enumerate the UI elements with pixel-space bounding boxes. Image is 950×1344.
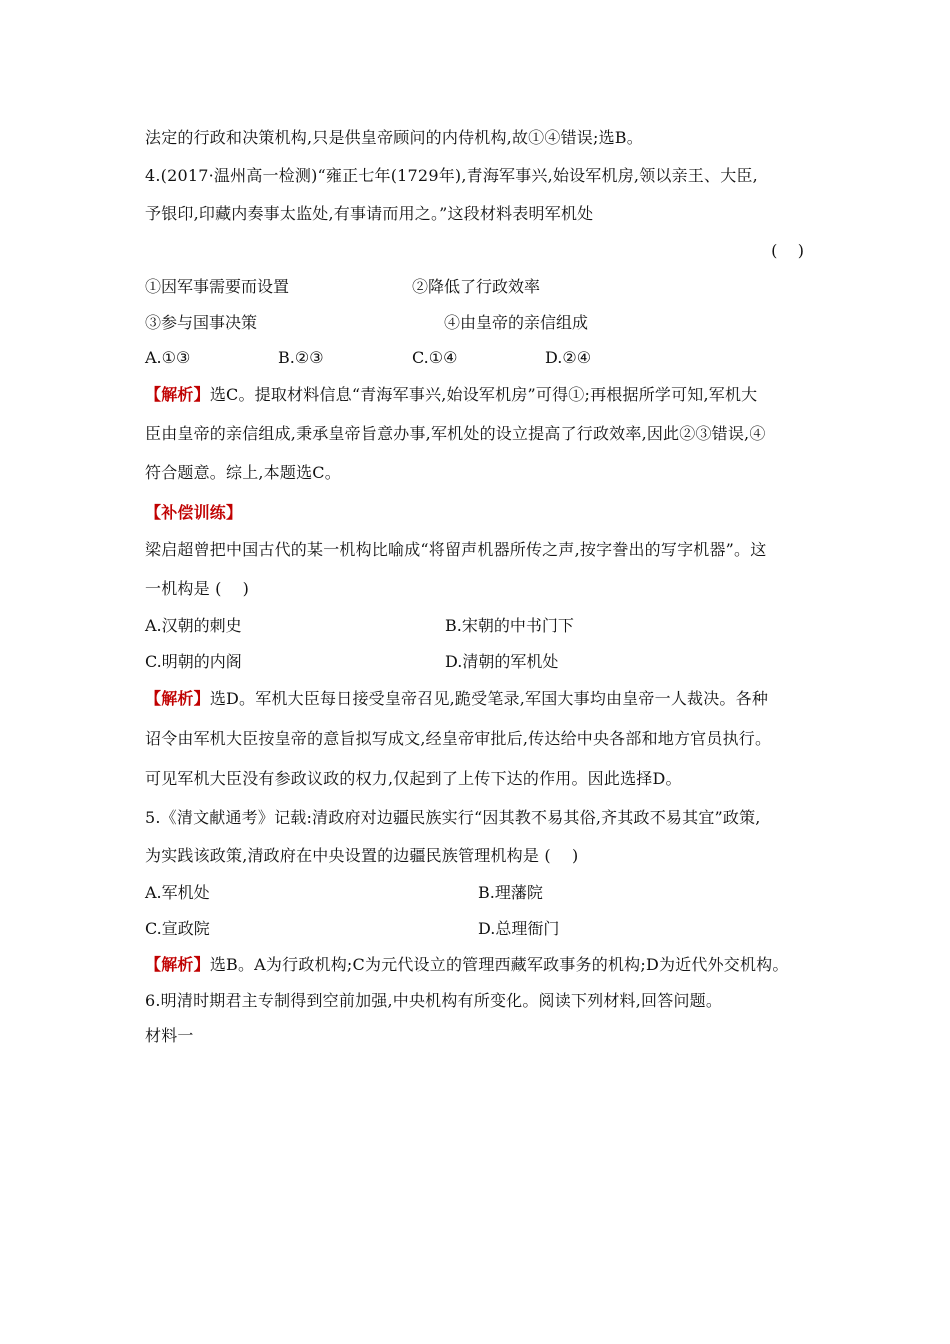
supplementary-question-line-1: 梁启超曾把中国古代的某一机构比喻成“将留声机器所传之声,按字誊出的写字机器”。这	[145, 540, 767, 559]
question-5-line-2: 为实践该政策,清政府在中央设置的边疆民族管理机构是 ( )	[145, 846, 579, 865]
question-4-option-c: C.①④	[412, 348, 458, 367]
question-4-statement-3: ③参与国事决策	[145, 313, 258, 332]
supplementary-answer-line-3: 可见军机大臣没有参政议政的权力,仅起到了上传下达的作用。因此选择D。	[145, 769, 682, 788]
answer-5-text: 选B。A为行政机构;C为元代设立的管理西藏军政事务的机构;D为近代外交机构。	[209, 955, 789, 974]
question-4-statement-1: ①因军事需要而设置	[145, 277, 290, 296]
supplementary-question-line-2: 一机构是 ( )	[145, 579, 250, 598]
answer-3-tail: 法定的行政和决策机构,只是供皇帝顾问的内侍机构,故①④错误;选B。	[145, 128, 643, 147]
answer-4-line-3: 符合题意。综上,本题选C。	[145, 463, 341, 482]
question-4-line-1: 4.(2017·温州高一检测)“雍正七年(1729年),青海军事兴,始设军机房,领以亲王、大臣,	[145, 166, 758, 185]
question-4-option-a: A.①③	[145, 348, 191, 367]
supplementary-training-tag: 【补偿训练】	[145, 503, 243, 522]
question-5-option-d: D.总理衙门	[478, 919, 560, 938]
question-4-statement-4: ④由皇帝的亲信组成	[444, 313, 589, 332]
analysis-tag: 【解析】	[145, 385, 210, 404]
question-4-option-d: D.②④	[545, 348, 592, 367]
question-4-option-b: B.②③	[278, 348, 324, 367]
supplementary-option-d: D.清朝的军机处	[445, 652, 559, 671]
material-1-label: 材料一	[145, 1026, 194, 1045]
answer-5-line	[145, 955, 789, 975]
question-4-answer-blank: ( )	[771, 241, 804, 260]
supplementary-option-c: C.明朝的内阁	[145, 652, 242, 671]
question-4-line-2: 予银印,印藏内奏事太监处,有事请而用之。”这段材料表明军机处	[145, 204, 594, 223]
question-5-line-1: 5.《清文献通考》记载:清政府对边疆民族实行“因其教不易其俗,齐其政不易其宜”政策,	[145, 808, 761, 827]
supplementary-answer-text-1: 选D。军机大臣每日接受皇帝召见,跪受笔录,军国大事均由皇帝一人裁决。各种	[209, 689, 769, 708]
analysis-tag: 【解析】	[145, 955, 210, 974]
supplementary-answer-line-2: 诏令由军机大臣按皇帝的意旨拟写成文,经皇帝审批后,传达给中央各部和地方官员执行。	[145, 729, 772, 748]
question-6-line: 6.明清时期君主专制得到空前加强,中央机构有所变化。阅读下列材料,回答问题。	[145, 991, 723, 1010]
supplementary-option-b: B.宋朝的中书门下	[445, 616, 574, 635]
answer-4-line-1	[145, 385, 757, 405]
question-5-option-b: B.理藩院	[478, 883, 543, 902]
question-4-statement-2: ②降低了行政效率	[412, 277, 541, 296]
answer-4-text-1: 选C。提取材料信息“青海军事兴,始设军机房”可得①;再根据所学可知,军机大	[209, 385, 758, 404]
supplementary-answer-line-1	[145, 689, 768, 709]
answer-4-line-2: 臣由皇帝的亲信组成,秉承皇帝旨意办事,军机处的设立提高了行政效率,因此②③错误,④	[145, 424, 766, 443]
question-5-option-c: C.宣政院	[145, 919, 210, 938]
analysis-tag: 【解析】	[145, 689, 210, 708]
supplementary-option-a: A.汉朝的刺史	[145, 616, 242, 635]
question-5-option-a: A.军机处	[145, 883, 210, 902]
